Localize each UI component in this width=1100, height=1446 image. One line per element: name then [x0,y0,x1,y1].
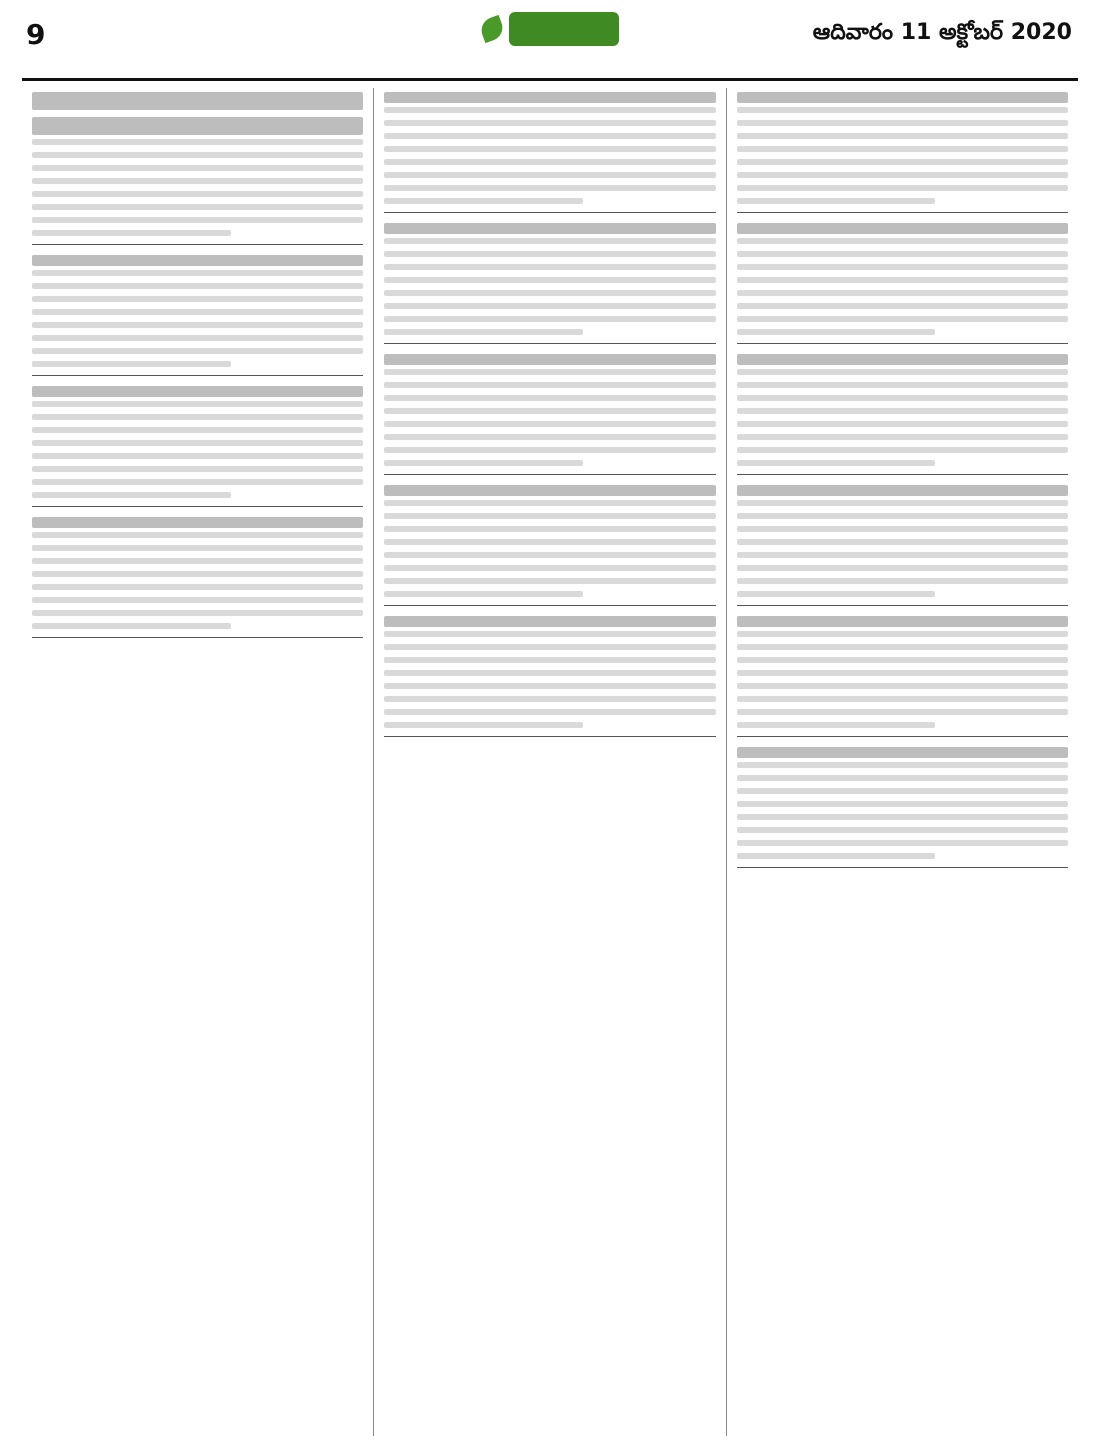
article-body [737,107,1068,204]
article-divider [384,736,715,737]
issue-date: ఆదివారం 11 అక్టోబర్ 2020 [812,20,1072,45]
article-body [737,369,1068,466]
page-number: 9 [26,18,46,51]
article [384,92,715,213]
logo-mark [509,12,619,46]
article-headline [384,354,715,365]
article [32,92,363,245]
article [737,354,1068,475]
article-divider [737,212,1068,213]
masthead-logo [481,12,619,46]
article [737,485,1068,606]
article-divider [737,343,1068,344]
article-columns [22,88,1078,1436]
column-1 [22,88,373,1436]
article-headline [737,485,1068,496]
article [32,255,363,376]
article-body [32,139,363,236]
article-headline [384,485,715,496]
article-headline [384,616,715,627]
article-body [384,500,715,597]
article-body [384,369,715,466]
leaf-icon [478,15,506,43]
article-headline [32,255,363,266]
article-divider [32,637,363,638]
article-divider [32,506,363,507]
article-headline [737,616,1068,627]
article-body [384,631,715,728]
article-body [737,762,1068,859]
article-divider [384,343,715,344]
article-headline [737,92,1068,103]
article-headline [384,92,715,103]
article-headline [737,747,1068,758]
article [737,223,1068,344]
article [737,92,1068,213]
article [32,386,363,507]
article-divider [384,212,715,213]
article-body [32,270,363,367]
article-divider [384,605,715,606]
article-divider [737,474,1068,475]
article [737,616,1068,737]
article-headline [32,386,363,397]
article-headline [737,354,1068,365]
article [737,747,1068,868]
article [384,354,715,475]
article-body [384,107,715,204]
article-headline [32,92,363,135]
article-headline [384,223,715,234]
column-3 [726,88,1078,1436]
article-body [737,631,1068,728]
article [384,616,715,737]
article-body [737,500,1068,597]
article-divider [32,375,363,376]
article-divider [737,736,1068,737]
page-header [22,0,1078,81]
article-body [32,532,363,629]
article-body [384,238,715,335]
article-divider [384,474,715,475]
article-headline [32,517,363,528]
article [384,485,715,606]
article-divider [737,867,1068,868]
column-2 [373,88,725,1436]
article [384,223,715,344]
article-headline [737,223,1068,234]
article [32,517,363,638]
article-body [32,401,363,498]
article-divider [737,605,1068,606]
article-divider [32,244,363,245]
article-body [737,238,1068,335]
